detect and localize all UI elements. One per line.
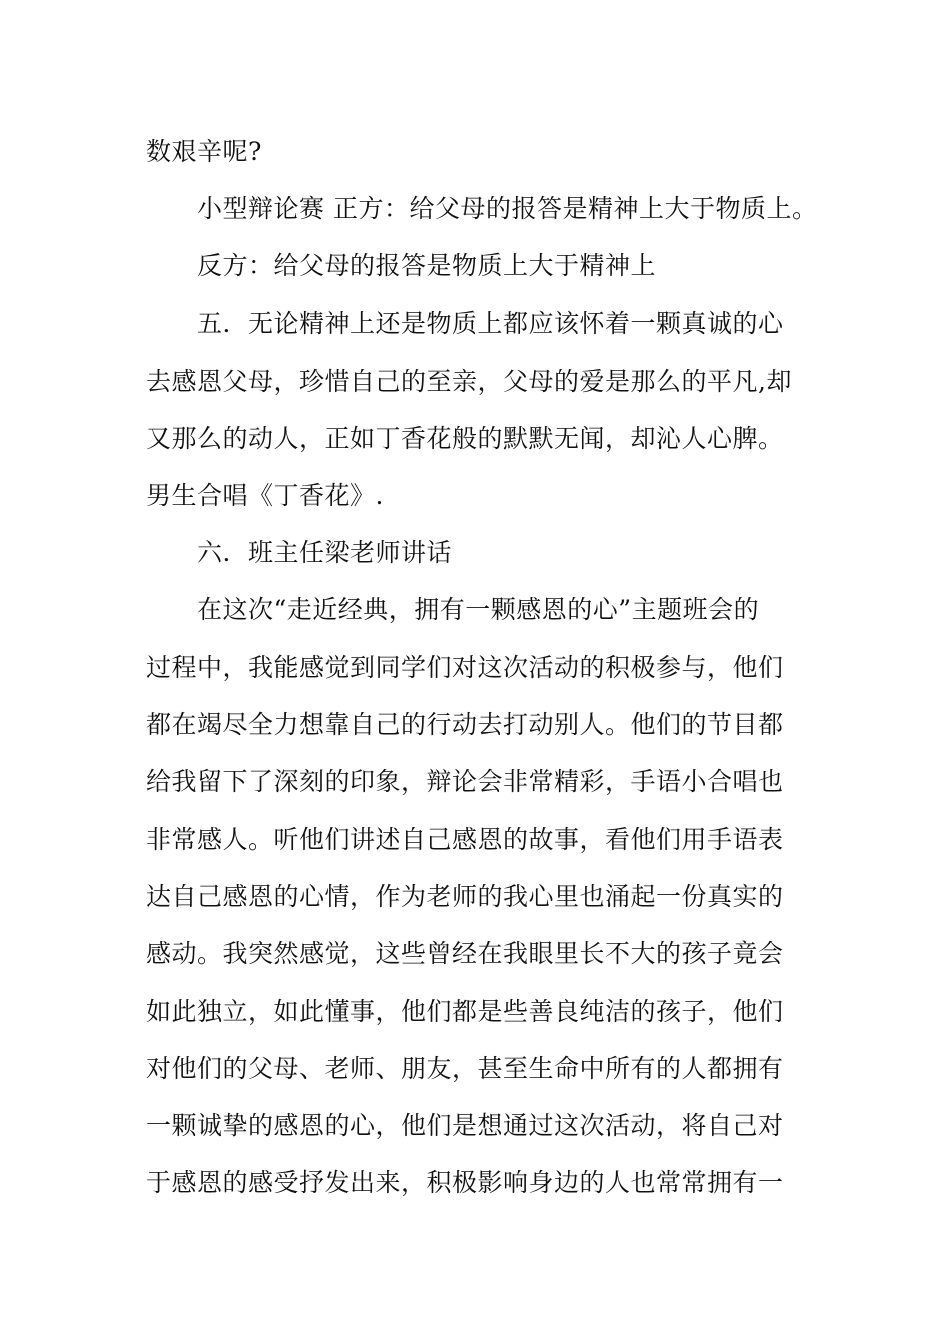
- text-line: 都在竭尽全力想靠自己的行动去打动别人。他们的节目都: [146, 710, 784, 739]
- text-line: 数艰辛呢?: [146, 137, 262, 166]
- text-line: 过程中，我能感觉到同学们对这次活动的积极参与，他们: [146, 653, 784, 682]
- text-line: 去感恩父母，珍惜自己的至亲，父母的爱是那么的平凡,却: [146, 367, 792, 396]
- text-line: 对他们的父母、老师、朋友，甚至生命中所有的人都拥有: [146, 1054, 784, 1083]
- text-line: 男生合唱《丁香花》.: [146, 481, 384, 510]
- text-line: 一颗诚挚的感恩的心，他们是想通过这次活动，将自己对: [146, 1111, 784, 1140]
- paragraph-start-line: 在这次“走近经典，拥有一颗感恩的心”主题班会的: [197, 595, 760, 624]
- section-six-heading: 六．班主任梁老师讲话: [197, 538, 453, 567]
- section-five-line: 五．无论精神上还是物质上都应该怀着一颗真诚的心: [197, 309, 784, 338]
- text-line: 非常感人。听他们讲述自己感恩的故事，看他们用手语表: [146, 825, 784, 854]
- text-line: 给我留下了深刻的印象，辩论会非常精彩，手语小合唱也: [146, 767, 784, 796]
- debate-opposite-line: 反方：给父母的报答是物质上大于精神上: [197, 251, 657, 280]
- text-line: 于感恩的感受抒发出来，积极影响身边的人也常常拥有一: [146, 1168, 784, 1197]
- text-line: 感动。我突然感觉，这些曾经在我眼里长不大的孩子竟会: [146, 939, 784, 968]
- text-line: 如此独立，如此懂事，他们都是些善良纯洁的孩子，他们: [146, 997, 784, 1026]
- debate-topic-line: 小型辩论赛 正方：给父母的报答是精神上大于物质上。: [197, 194, 818, 223]
- text-line: 又那么的动人，正如丁香花般的默默无闻，却沁人心脾。: [146, 424, 784, 453]
- text-line: 达自己感恩的心情，作为老师的我心里也涌起一份真实的: [146, 882, 784, 911]
